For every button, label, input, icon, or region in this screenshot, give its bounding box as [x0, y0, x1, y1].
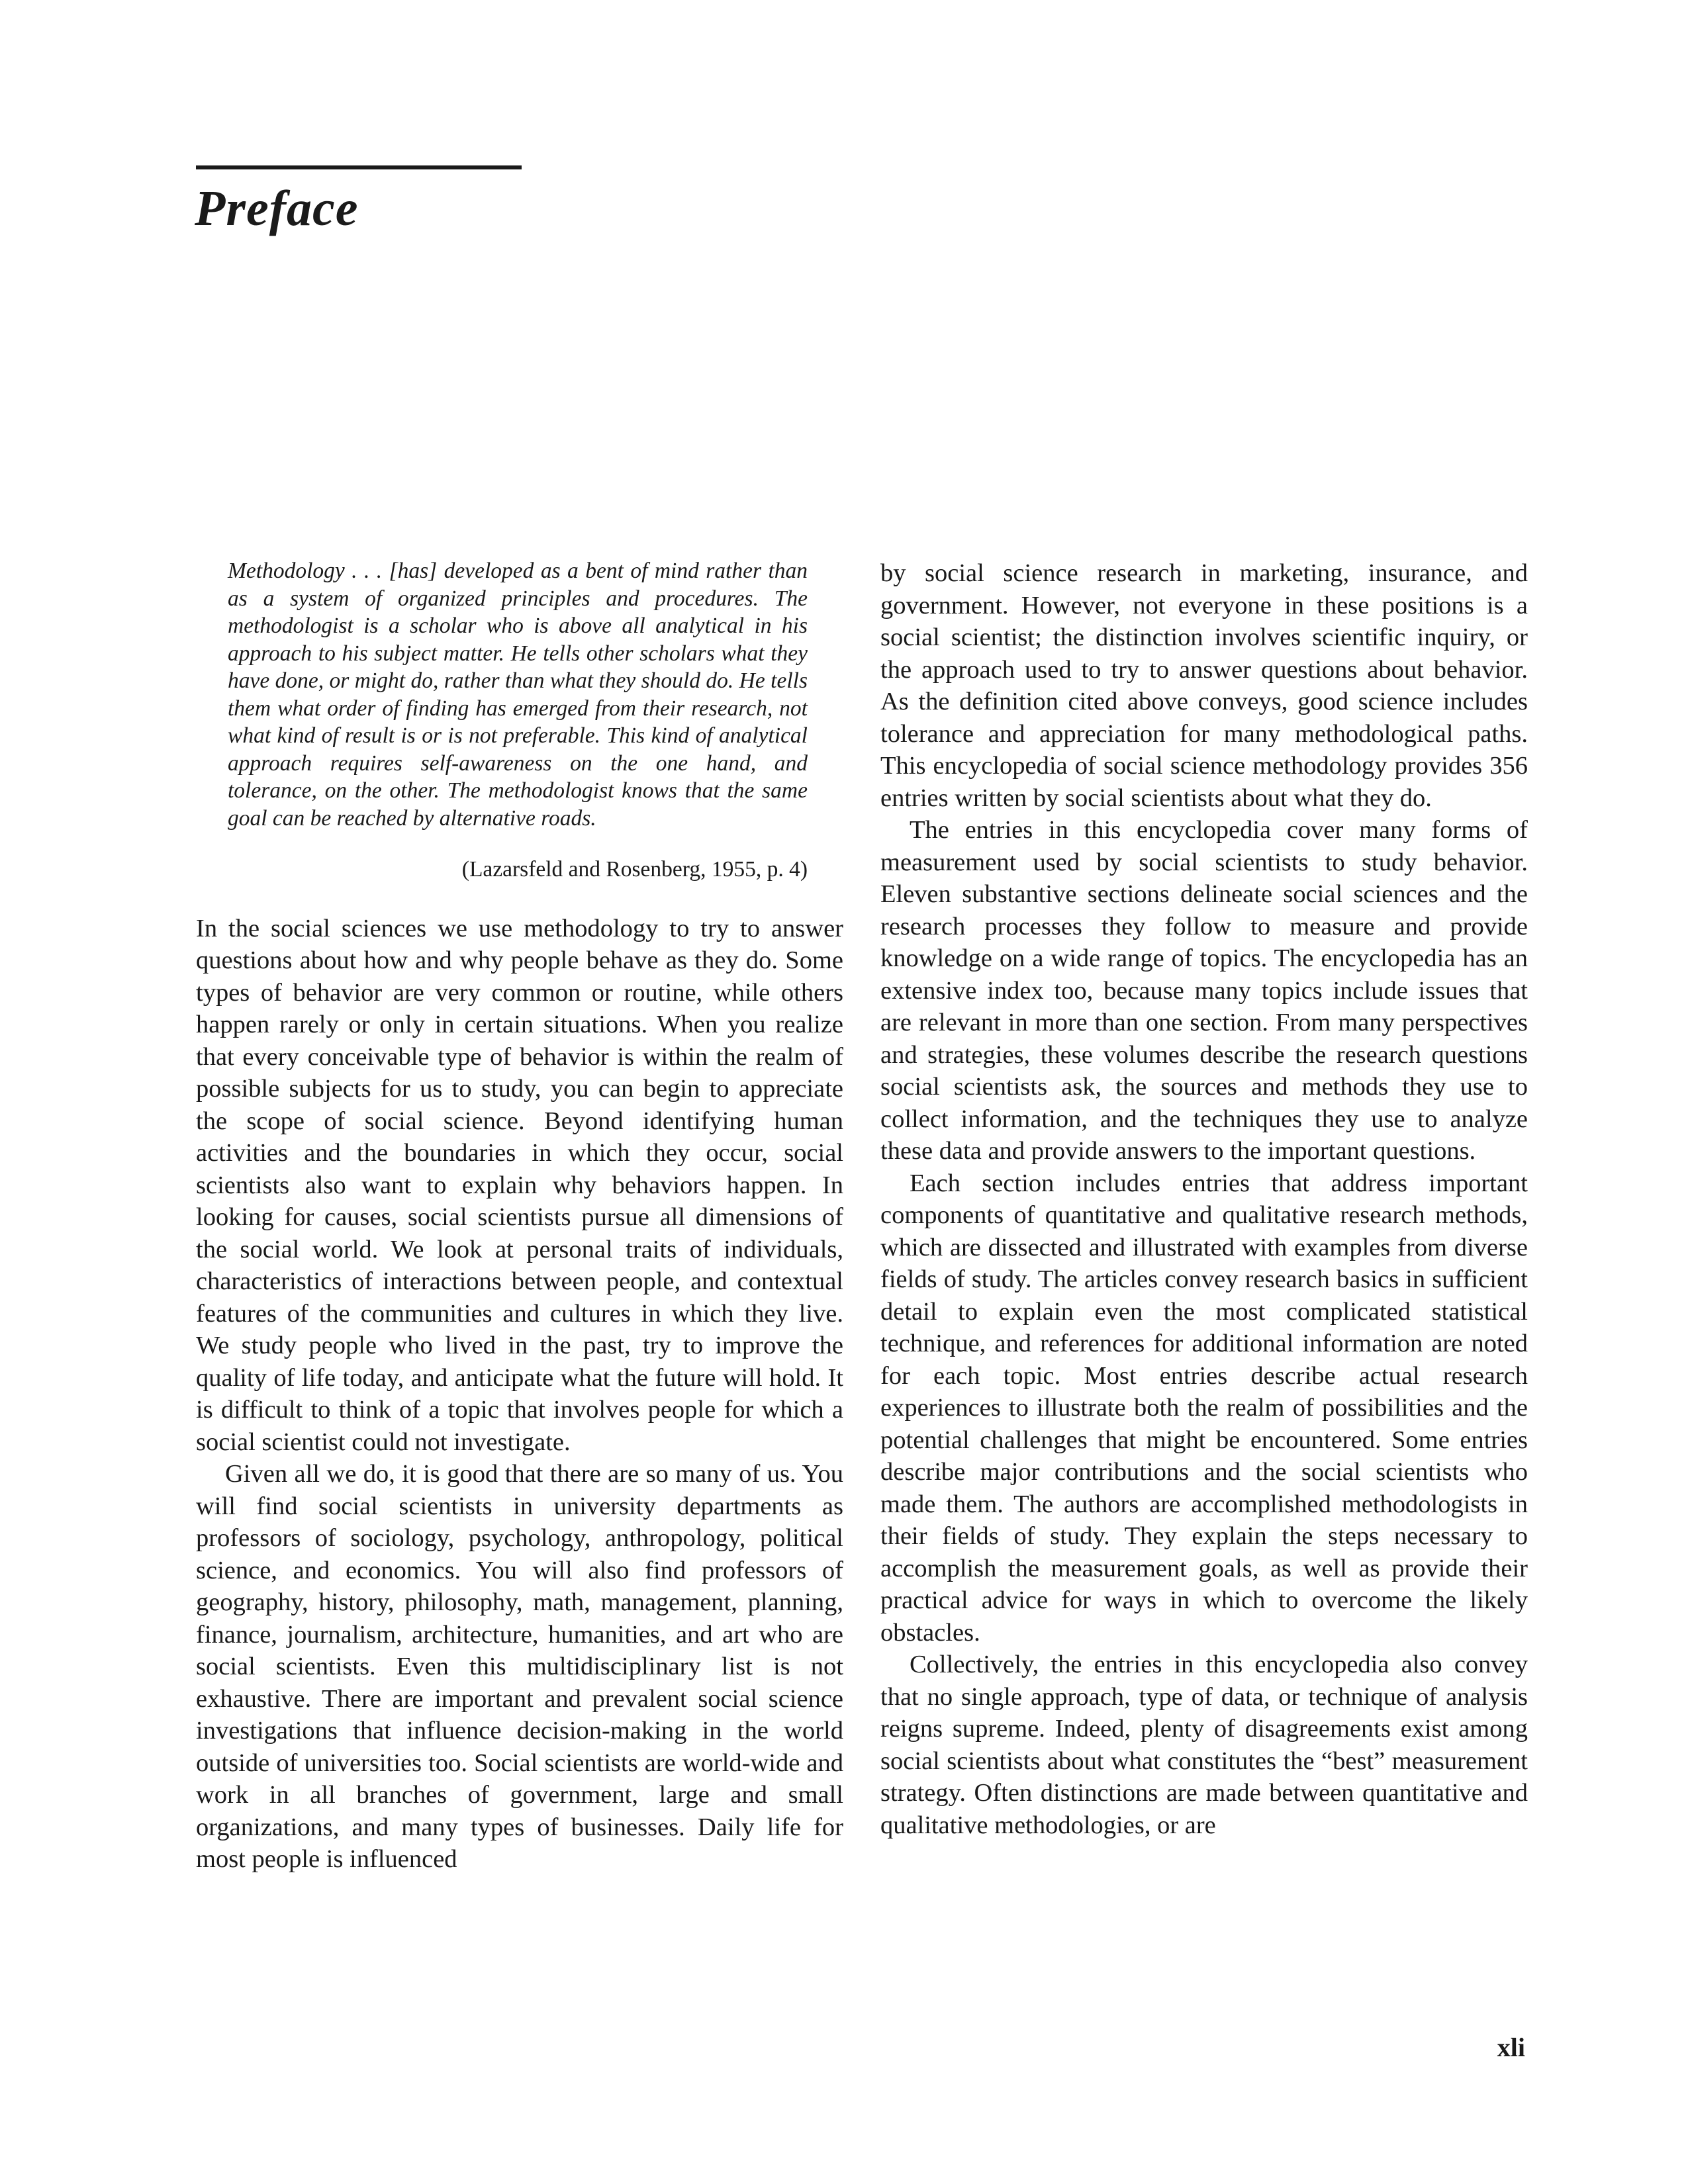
paragraph: In the social sciences we use methodology to try to answer questions about how and why people behave as they do. Some types of behavior are very common or routine, while others happen rarely or only in certain situations. When you realize that every conceivable type of behavior is within the realm of possible subjects for us to study, you can begin to appreciate the scope of social science. Beyond identifying human activities and the boundaries in which they occur, social scientists also want to explain why behaviors happen. In looking for causes, social scientists pursue all dimensions of the social world. We look at personal traits of individuals, characteristics of interactions between people, and contextual features of the communities and cultures in which they live. We study people who lived in the past, try to improve the quality of life today, and anticipate what the future will hold. It is difficult to think of a topic that involves people for which a social scientist could not investigate. — [196, 914, 843, 1456]
title-rule — [196, 165, 522, 169]
paragraph: The entries in this encyclopedia cover many forms of measurement used by social scientists to study behavior. Eleven substantive sections delineate social sciences and the research processes they follow to measure and provide knowledge on a wide range of topics. The encyclopedia has an extensive index too, because many topics include issues that are relevant in more than one section. From many perspectives and strategies, these volumes describe the research questions social scientists ask, the sources and methods they use to collect information, and the techniques they use to analyze these data and provide answers to the important questions. — [880, 816, 1528, 1165]
paragraph: by social science research in marketing, insurance, and government. However, not everyone in these positions is a social scientist; the distinction involves scientific inquiry, or the approach used to try to answer questions about behavior. As the definition cited above conveys, good science includes tolerance and appreciation for many methodological paths. This encyclopedia of social science methodology provides 356 entries written by social scientists about what they do. — [880, 559, 1528, 812]
epigraph-source: (Lazarsfeld and Rosenberg, 1955, p. 4) — [461, 857, 808, 882]
page-number: xli — [1497, 2032, 1525, 2062]
paragraph: Collectively, the entries in this encyclopedia also convey that no single approach, type of data, or technique of analysis reigns supreme. Indeed, plenty of disagreements exist among social scientists about what constitutes the “best” measurement strategy. Often distinctions are made between quantitative and qualitative methodologies, or are — [880, 1651, 1528, 1839]
paragraph: Given all we do, it is good that there are so many of us. You will find social scientists in university departments as professors of sociology, psychology, anthropology, political science, and economics. You will also find professors of geography, history, philosophy, math, management, planning, finance, journalism, architecture, humanities, and art who are social scientists. Even this multidisciplinary list is not exhaustive. There are important and prevalent social science investigations that influence decision-making in the world outside of universities too. Social scientists are world-wide and work in all branches of government, large and small organizations, and many types of businesses. Daily life for most people is influenced — [196, 1460, 843, 1873]
right-column — [880, 557, 1528, 1841]
page-title: Preface — [195, 181, 359, 236]
paragraph: Each section includes entries that address important components of quantitative and qualitative research methods, which are dissected and illustrated with examples from diverse fields of study. The articles convey research basics in sufficient detail to explain even the most complicated statistical technique, and references for additional information are noted for each topic. Most entries describe actual research experiences to illustrate both the realm of possibilities and the potential challenges that might be encountered. Some entries describe major contributions and the social scientists who made them. The authors are accomplished methodologists in their fields of study. They explain the steps necessary to accomplish the measurement goals, as well as provide their practical advice for ways in which to overcome the likely obstacles. — [880, 1169, 1528, 1647]
left-column — [196, 557, 843, 1876]
epigraph-quote: Methodology . . . [has] developed as a bent of mind rather than as a system of organized principles and procedures. The methodologist is a scholar who is above all analytical in his approach to his subject matter. He tells other scholars what they have done, or might do, rather than what they should do. He tells them what order of finding has emerged from their research, not what kind of result is or is not preferable. This kind of analytical approach requires self-awareness on the one hand, and tolerance, on the other. The methodologist knows that the same goal can be reached by alternative roads. — [228, 559, 808, 831]
